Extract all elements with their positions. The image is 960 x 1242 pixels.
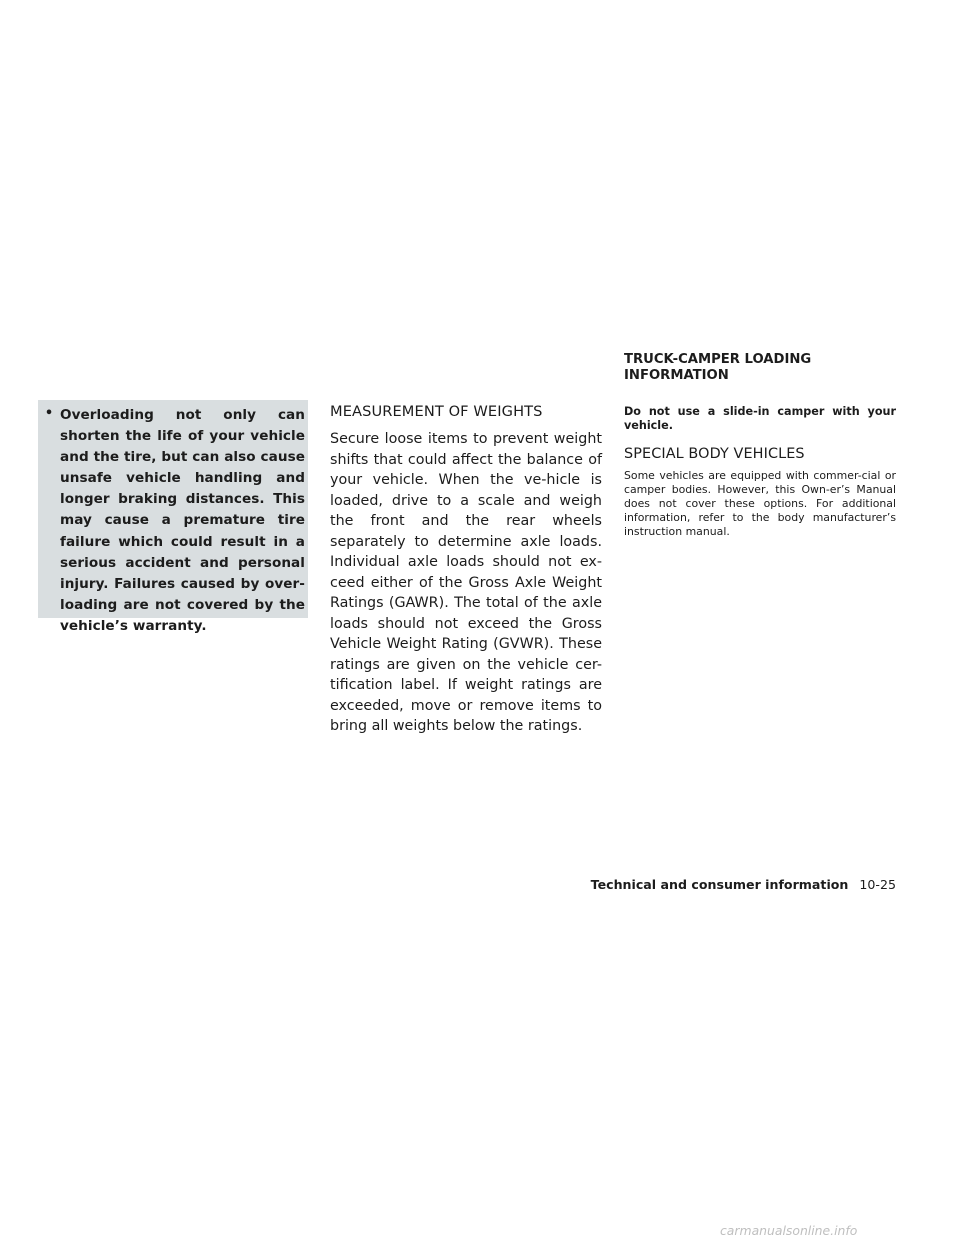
truck-camper-title-line1: TRUCK-CAMPER LOADING [624,352,812,367]
measurement-heading: MEASUREMENT OF WEIGHTS [330,403,543,420]
page-footer [540,877,896,893]
measurement-body: Secure loose items to prevent weight shifts that could affect the balance of your vehicle. When the ve-hicle is loaded, drive to a scale and weigh the front and the rear wheels separately to determine axle loads. Individual axle loads should not ex-ceed either of the Gross Axle Weight Ratings (GAWR). The total of the axle loads should not exceed the Gross Vehicle Weight Rating (GVWR). These ratings are given on the vehicle cer-tification label. If weight ratings are exceeded, move or remove items to bring all weights below the ratings. [330,431,602,734]
truck-camper-note: Do not use a slide-in camper with your vehicle. [624,405,896,432]
truck-camper-title-line2: INFORMATION [624,368,729,383]
special-body-heading: SPECIAL BODY VEHICLES [624,446,805,462]
special-body-text: Some vehicles are equipped with commer-cial or camper bodies. However, this Own-er’s Manual does not cover these options. For additional information, refer to the body manufacturer’s instruction manual. [624,469,896,538]
measurement-section [330,402,602,737]
truck-camper-title [624,352,896,384]
warning-box [38,400,308,634]
watermark: carmanualsonline.info [720,1223,858,1238]
warning-bullet-item [38,405,305,637]
bullet-glyph: • [44,406,54,421]
footer-chapter-title: Technical and consumer information [590,877,849,892]
right-column [624,352,896,539]
footer-page-number: 10-25 [859,877,896,892]
warning-text: Overloading not only can shorten the life of your vehicle and the tire, but can also cause unsafe vehicle handling and longer braking distances. This may cause a premature tire failure which could result in a serious accident and personal injury. Failures caused by over-loading are not covered by the vehicle’s warranty. [60,407,305,634]
